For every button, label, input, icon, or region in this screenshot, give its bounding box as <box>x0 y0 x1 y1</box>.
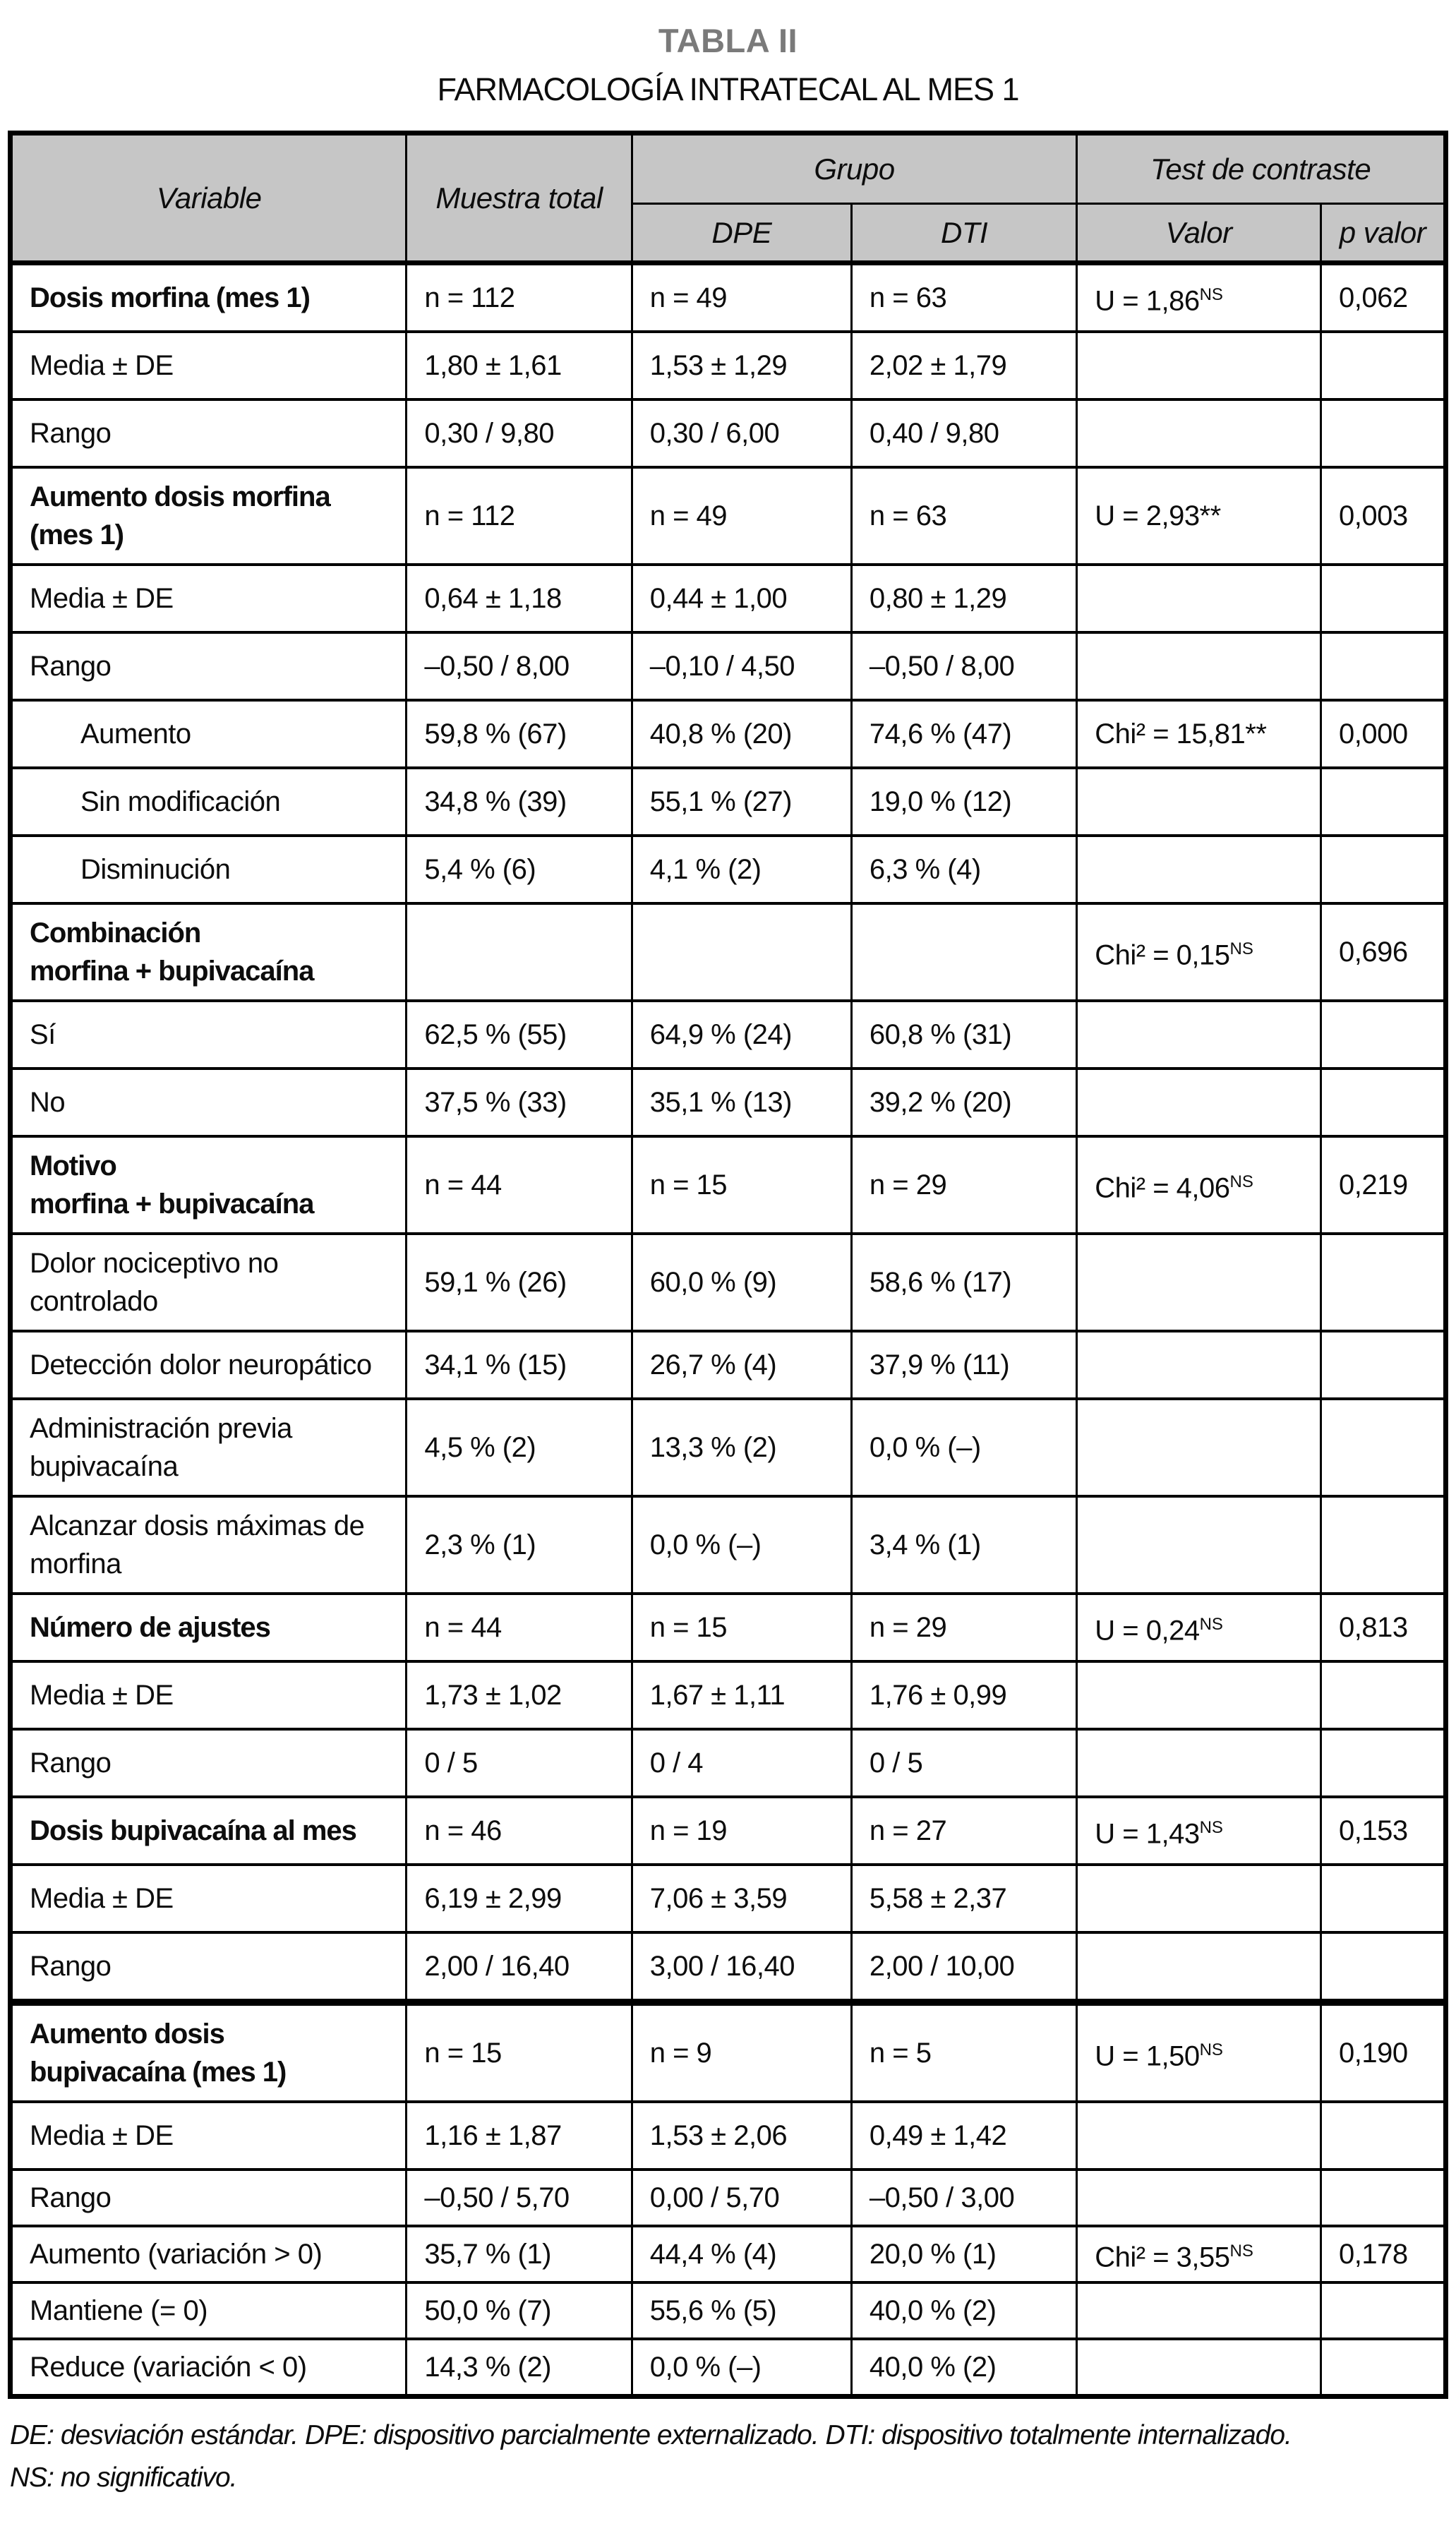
cell-dti: n = 5 <box>851 2002 1076 2102</box>
cell-variable: Aumento dosis bupivacaína (mes 1) <box>11 2002 407 2102</box>
cell-variable: Motivo morfina + bupivacaína <box>11 1136 407 1234</box>
cell-variable: Aumento (variación > 0) <box>11 2226 407 2282</box>
cell-dpe: 13,3 % (2) <box>632 1399 851 1496</box>
cell-dpe: 0 / 4 <box>632 1729 851 1797</box>
cell-p-valor <box>1321 1234 1446 1331</box>
cell-dpe: 4,1 % (2) <box>632 836 851 903</box>
cell-p-valor: 0,696 <box>1321 903 1446 1001</box>
cell-dti <box>851 903 1076 1001</box>
cell-dpe: 0,30 / 6,00 <box>632 399 851 467</box>
cell-variable: Sí <box>11 1001 407 1069</box>
cell-dti: n = 29 <box>851 1136 1076 1234</box>
cell-dti: 0,40 / 9,80 <box>851 399 1076 467</box>
cell-muestra-total: 1,73 ± 1,02 <box>407 1661 632 1729</box>
cell-dti: n = 63 <box>851 467 1076 565</box>
cell-muestra-total: 6,19 ± 2,99 <box>407 1865 632 1932</box>
valor-superscript: NS <box>1229 1172 1253 1191</box>
cell-variable: Media ± DE <box>11 1661 407 1729</box>
table-row <box>11 263 1446 332</box>
cell-dpe <box>632 903 851 1001</box>
cell-muestra-total: 0 / 5 <box>407 1729 632 1797</box>
cell-p-valor <box>1321 836 1446 903</box>
cell-dti: 20,0 % (1) <box>851 2226 1076 2282</box>
cell-valor: $U = 1,86^{NS}$ <box>1077 263 1321 332</box>
cell-valor <box>1077 1729 1321 1797</box>
cell-dti: 5,58 ± 2,37 <box>851 1865 1076 1932</box>
cell-p-valor <box>1321 768 1446 836</box>
cell-muestra-total: 34,8 % (39) <box>407 768 632 836</box>
cell-variable: Alcanzar dosis máximas de morfina <box>11 1496 407 1594</box>
col-header-valor: Valor <box>1077 204 1321 263</box>
cell-p-valor <box>1321 632 1446 700</box>
cell-dti: –0,50 / 3,00 <box>851 2170 1076 2226</box>
cell-variable: Rango <box>11 1729 407 1797</box>
cell-dti: 3,4 % (1) <box>851 1496 1076 1594</box>
cell-muestra-total: n = 46 <box>407 1797 632 1865</box>
cell-p-valor: 0,062 <box>1321 263 1446 332</box>
table-body <box>11 263 1446 2397</box>
cell-p-valor <box>1321 1399 1446 1496</box>
valor-superscript: NS <box>1229 2241 1253 2261</box>
cell-valor <box>1077 332 1321 399</box>
cell-p-valor <box>1321 2102 1446 2170</box>
valor-superscript: NS <box>1199 1614 1223 1634</box>
cell-valor <box>1077 1331 1321 1399</box>
table-number-title: TABLA II <box>658 22 798 59</box>
table-row <box>11 2002 1446 2102</box>
cell-variable: No <box>11 1069 407 1136</box>
cell-p-valor <box>1321 1661 1446 1729</box>
cell-p-valor: 0,000 <box>1321 700 1446 768</box>
table-row <box>11 2102 1446 2170</box>
cell-muestra-total: 34,1 % (15) <box>407 1331 632 1399</box>
cell-dpe: n = 49 <box>632 467 851 565</box>
col-group-header-test-de-contraste: Test de contraste <box>1077 133 1446 204</box>
cell-valor <box>1077 1001 1321 1069</box>
cell-dti: 1,76 ± 0,99 <box>851 1661 1076 1729</box>
cell-muestra-total: 35,7 % (1) <box>407 2226 632 2282</box>
cell-variable: Combinación morfina + bupivacaína <box>11 903 407 1001</box>
col-header-variable: Variable <box>11 133 407 263</box>
cell-dti: 2,00 / 10,00 <box>851 1932 1076 2002</box>
cell-p-valor <box>1321 1069 1446 1136</box>
cell-p-valor <box>1321 1331 1446 1399</box>
cell-muestra-total: n = 112 <box>407 263 632 332</box>
table-row <box>11 399 1446 467</box>
cell-valor <box>1077 565 1321 632</box>
cell-variable: Dosis bupivacaína al mes <box>11 1797 407 1865</box>
table-row <box>11 836 1446 903</box>
cell-dpe: n = 49 <box>632 263 851 332</box>
valor-superscript: NS <box>1199 1817 1223 1837</box>
cell-dpe: 1,53 ± 1,29 <box>632 332 851 399</box>
cell-dpe: 35,1 % (13) <box>632 1069 851 1136</box>
cell-dti: 74,6 % (47) <box>851 700 1076 768</box>
cell-dpe: 64,9 % (24) <box>632 1001 851 1069</box>
page-title: FARMACOLOGÍA INTRATECAL AL MES 1 <box>437 71 1019 107</box>
cell-muestra-total: 59,8 % (67) <box>407 700 632 768</box>
cell-variable: Administración previa bupivacaína <box>11 1399 407 1496</box>
cell-dpe: 44,4 % (4) <box>632 2226 851 2282</box>
footnote-line-1: DE: desviación estándar. DPE: dispositivo parcialmente externalizado. DTI: dispositivo totalmente internalizado. <box>10 2420 1292 2450</box>
cell-dti: 0 / 5 <box>851 1729 1076 1797</box>
cell-p-valor <box>1321 2339 1446 2397</box>
cell-dti: 40,0 % (2) <box>851 2282 1076 2339</box>
cell-variable: Rango <box>11 2170 407 2226</box>
table-row <box>11 1661 1446 1729</box>
cell-variable: Detección dolor neuropático <box>11 1331 407 1399</box>
cell-muestra-total: 14,3 % (2) <box>407 2339 632 2397</box>
cell-dpe: 7,06 ± 3,59 <box>632 1865 851 1932</box>
cell-valor <box>1077 632 1321 700</box>
cell-muestra-total: n = 15 <box>407 2002 632 2102</box>
cell-variable: Rango <box>11 1932 407 2002</box>
cell-valor <box>1077 1865 1321 1932</box>
cell-dpe: 0,0 % (–) <box>632 1496 851 1594</box>
col-header-p-valor: p valor <box>1321 204 1446 263</box>
cell-valor: $Chi^2 = 4,06^{NS}$ <box>1077 1136 1321 1234</box>
cell-variable: Aumento dosis morfina (mes 1) <box>11 467 407 565</box>
cell-dti: –0,50 / 8,00 <box>851 632 1076 700</box>
cell-muestra-total: –0,50 / 5,70 <box>407 2170 632 2226</box>
cell-variable: Dosis morfina (mes 1) <box>11 263 407 332</box>
table-row <box>11 467 1446 565</box>
table-row <box>11 1069 1446 1136</box>
cell-valor <box>1077 2339 1321 2397</box>
cell-variable: Reduce (variación < 0) <box>11 2339 407 2397</box>
cell-dpe: 0,44 ± 1,00 <box>632 565 851 632</box>
cell-p-valor: 0,178 <box>1321 2226 1446 2282</box>
cell-valor <box>1077 2102 1321 2170</box>
cell-dti: 37,9 % (11) <box>851 1331 1076 1399</box>
cell-muestra-total: n = 44 <box>407 1594 632 1661</box>
table-row <box>11 1136 1446 1234</box>
cell-dpe: 0,0 % (–) <box>632 2339 851 2397</box>
cell-dti: 39,2 % (20) <box>851 1069 1076 1136</box>
cell-dpe: 3,00 / 16,40 <box>632 1932 851 2002</box>
cell-dpe: 26,7 % (4) <box>632 1331 851 1399</box>
table-row <box>11 2170 1446 2226</box>
table-row <box>11 2282 1446 2339</box>
valor-superscript: NS <box>1199 284 1223 304</box>
cell-p-valor: 0,219 <box>1321 1136 1446 1234</box>
cell-dti: 58,6 % (17) <box>851 1234 1076 1331</box>
cell-p-valor <box>1321 332 1446 399</box>
cell-muestra-total: –0,50 / 8,00 <box>407 632 632 700</box>
cell-dti: n = 63 <box>851 263 1076 332</box>
table-row <box>11 1932 1446 2002</box>
cell-dpe: 55,6 % (5) <box>632 2282 851 2339</box>
cell-valor <box>1077 2170 1321 2226</box>
cell-valor <box>1077 836 1321 903</box>
cell-dti: n = 29 <box>851 1594 1076 1661</box>
cell-muestra-total: 62,5 % (55) <box>407 1001 632 1069</box>
table-row <box>11 768 1446 836</box>
cell-p-valor: 0,190 <box>1321 2002 1446 2102</box>
cell-dti: 2,02 ± 1,79 <box>851 332 1076 399</box>
pharmacology-table <box>8 131 1448 2399</box>
cell-dti: 40,0 % (2) <box>851 2339 1076 2397</box>
cell-dti: 0,0 % (–) <box>851 1399 1076 1496</box>
cell-p-valor <box>1321 2282 1446 2339</box>
cell-p-valor: 0,153 <box>1321 1797 1446 1865</box>
cell-dpe: 60,0 % (9) <box>632 1234 851 1331</box>
table-row <box>11 903 1446 1001</box>
cell-variable: Media ± DE <box>11 2102 407 2170</box>
cell-muestra-total: 5,4 % (6) <box>407 836 632 903</box>
cell-dti: 0,49 ± 1,42 <box>851 2102 1076 2170</box>
cell-variable: Mantiene (= 0) <box>11 2282 407 2339</box>
cell-dpe: n = 19 <box>632 1797 851 1865</box>
cell-dpe: 1,53 ± 2,06 <box>632 2102 851 2170</box>
table-row <box>11 1399 1446 1496</box>
cell-variable: Dolor nociceptivo no controlado <box>11 1234 407 1331</box>
cell-valor <box>1077 1234 1321 1331</box>
cell-muestra-total <box>407 903 632 1001</box>
cell-muestra-total: 1,16 ± 1,87 <box>407 2102 632 2170</box>
cell-valor: Chi² = 15,81** <box>1077 700 1321 768</box>
col-header-muestra-total: Muestra total <box>407 133 632 263</box>
cell-muestra-total: 0,64 ± 1,18 <box>407 565 632 632</box>
cell-valor <box>1077 1399 1321 1496</box>
cell-p-valor <box>1321 1496 1446 1594</box>
table-row <box>11 1729 1446 1797</box>
cell-valor <box>1077 768 1321 836</box>
table-row <box>11 1001 1446 1069</box>
cell-variable: Media ± DE <box>11 332 407 399</box>
cell-valor: $U = 0,24^{NS}$ <box>1077 1594 1321 1661</box>
cell-p-valor <box>1321 2170 1446 2226</box>
cell-valor: $Chi^2 = 0,15^{NS}$ <box>1077 903 1321 1001</box>
cell-dti: n = 27 <box>851 1797 1076 1865</box>
col-header-dti: DTI <box>851 204 1076 263</box>
cell-variable: Media ± DE <box>11 565 407 632</box>
table-row <box>11 1797 1446 1865</box>
cell-variable: Disminución <box>11 836 407 903</box>
cell-muestra-total: n = 44 <box>407 1136 632 1234</box>
cell-valor <box>1077 399 1321 467</box>
table-row <box>11 1496 1446 1594</box>
table-row <box>11 1331 1446 1399</box>
col-header-dpe: DPE <box>632 204 851 263</box>
cell-dti: 19,0 % (12) <box>851 768 1076 836</box>
table-row <box>11 2226 1446 2282</box>
cell-valor <box>1077 1661 1321 1729</box>
cell-p-valor <box>1321 1932 1446 2002</box>
cell-dpe: –0,10 / 4,50 <box>632 632 851 700</box>
cell-dpe: n = 9 <box>632 2002 851 2102</box>
cell-dpe: 0,00 / 5,70 <box>632 2170 851 2226</box>
cell-valor <box>1077 1932 1321 2002</box>
cell-p-valor <box>1321 1729 1446 1797</box>
table-row <box>11 1234 1446 1331</box>
cell-valor: $U = 1,43^{NS}$ <box>1077 1797 1321 1865</box>
cell-dpe: 40,8 % (20) <box>632 700 851 768</box>
cell-p-valor <box>1321 399 1446 467</box>
cell-muestra-total: 1,80 ± 1,61 <box>407 332 632 399</box>
cell-p-valor: 0,813 <box>1321 1594 1446 1661</box>
table-row <box>11 332 1446 399</box>
cell-dti: 6,3 % (4) <box>851 836 1076 903</box>
table-row <box>11 632 1446 700</box>
cell-p-valor <box>1321 565 1446 632</box>
cell-valor: $U = 1,50^{NS}$ <box>1077 2002 1321 2102</box>
footnote <box>10 2414 1446 2500</box>
cell-muestra-total: 0,30 / 9,80 <box>407 399 632 467</box>
cell-valor: U = 2,93** <box>1077 467 1321 565</box>
cell-muestra-total: 2,00 / 16,40 <box>407 1932 632 2002</box>
table-row <box>11 2339 1446 2397</box>
cell-dpe: n = 15 <box>632 1136 851 1234</box>
cell-p-valor <box>1321 1865 1446 1932</box>
valor-superscript: NS <box>1229 939 1253 958</box>
cell-muestra-total: 59,1 % (26) <box>407 1234 632 1331</box>
cell-muestra-total: 37,5 % (33) <box>407 1069 632 1136</box>
cell-valor <box>1077 1069 1321 1136</box>
cell-muestra-total: 50,0 % (7) <box>407 2282 632 2339</box>
cell-dpe: 55,1 % (27) <box>632 768 851 836</box>
cell-p-valor: 0,003 <box>1321 467 1446 565</box>
table-row <box>11 1594 1446 1661</box>
cell-variable: Número de ajustes <box>11 1594 407 1661</box>
cell-muestra-total: n = 112 <box>407 467 632 565</box>
cell-variable: Media ± DE <box>11 1865 407 1932</box>
table-row <box>11 565 1446 632</box>
cell-muestra-total: 4,5 % (2) <box>407 1399 632 1496</box>
table-header <box>11 133 1446 263</box>
cell-dti: 0,80 ± 1,29 <box>851 565 1076 632</box>
table-row <box>11 700 1446 768</box>
cell-dpe: 1,67 ± 1,11 <box>632 1661 851 1729</box>
valor-superscript: NS <box>1199 2040 1223 2059</box>
cell-muestra-total: 2,3 % (1) <box>407 1496 632 1594</box>
cell-valor <box>1077 1496 1321 1594</box>
cell-valor <box>1077 2282 1321 2339</box>
cell-variable: Rango <box>11 632 407 700</box>
cell-variable: Aumento <box>11 700 407 768</box>
cell-variable: Rango <box>11 399 407 467</box>
table-row <box>11 1865 1446 1932</box>
footnote-line-2: NS: no significativo. <box>10 2462 237 2493</box>
cell-variable: Sin modificación <box>11 768 407 836</box>
cell-p-valor <box>1321 1001 1446 1069</box>
cell-dti: 60,8 % (31) <box>851 1001 1076 1069</box>
col-group-header-grupo: Grupo <box>632 133 1077 204</box>
title-block <box>0 21 1456 108</box>
cell-dpe: n = 15 <box>632 1594 851 1661</box>
cell-valor: $Chi^2 = 3,55^{NS}$ <box>1077 2226 1321 2282</box>
